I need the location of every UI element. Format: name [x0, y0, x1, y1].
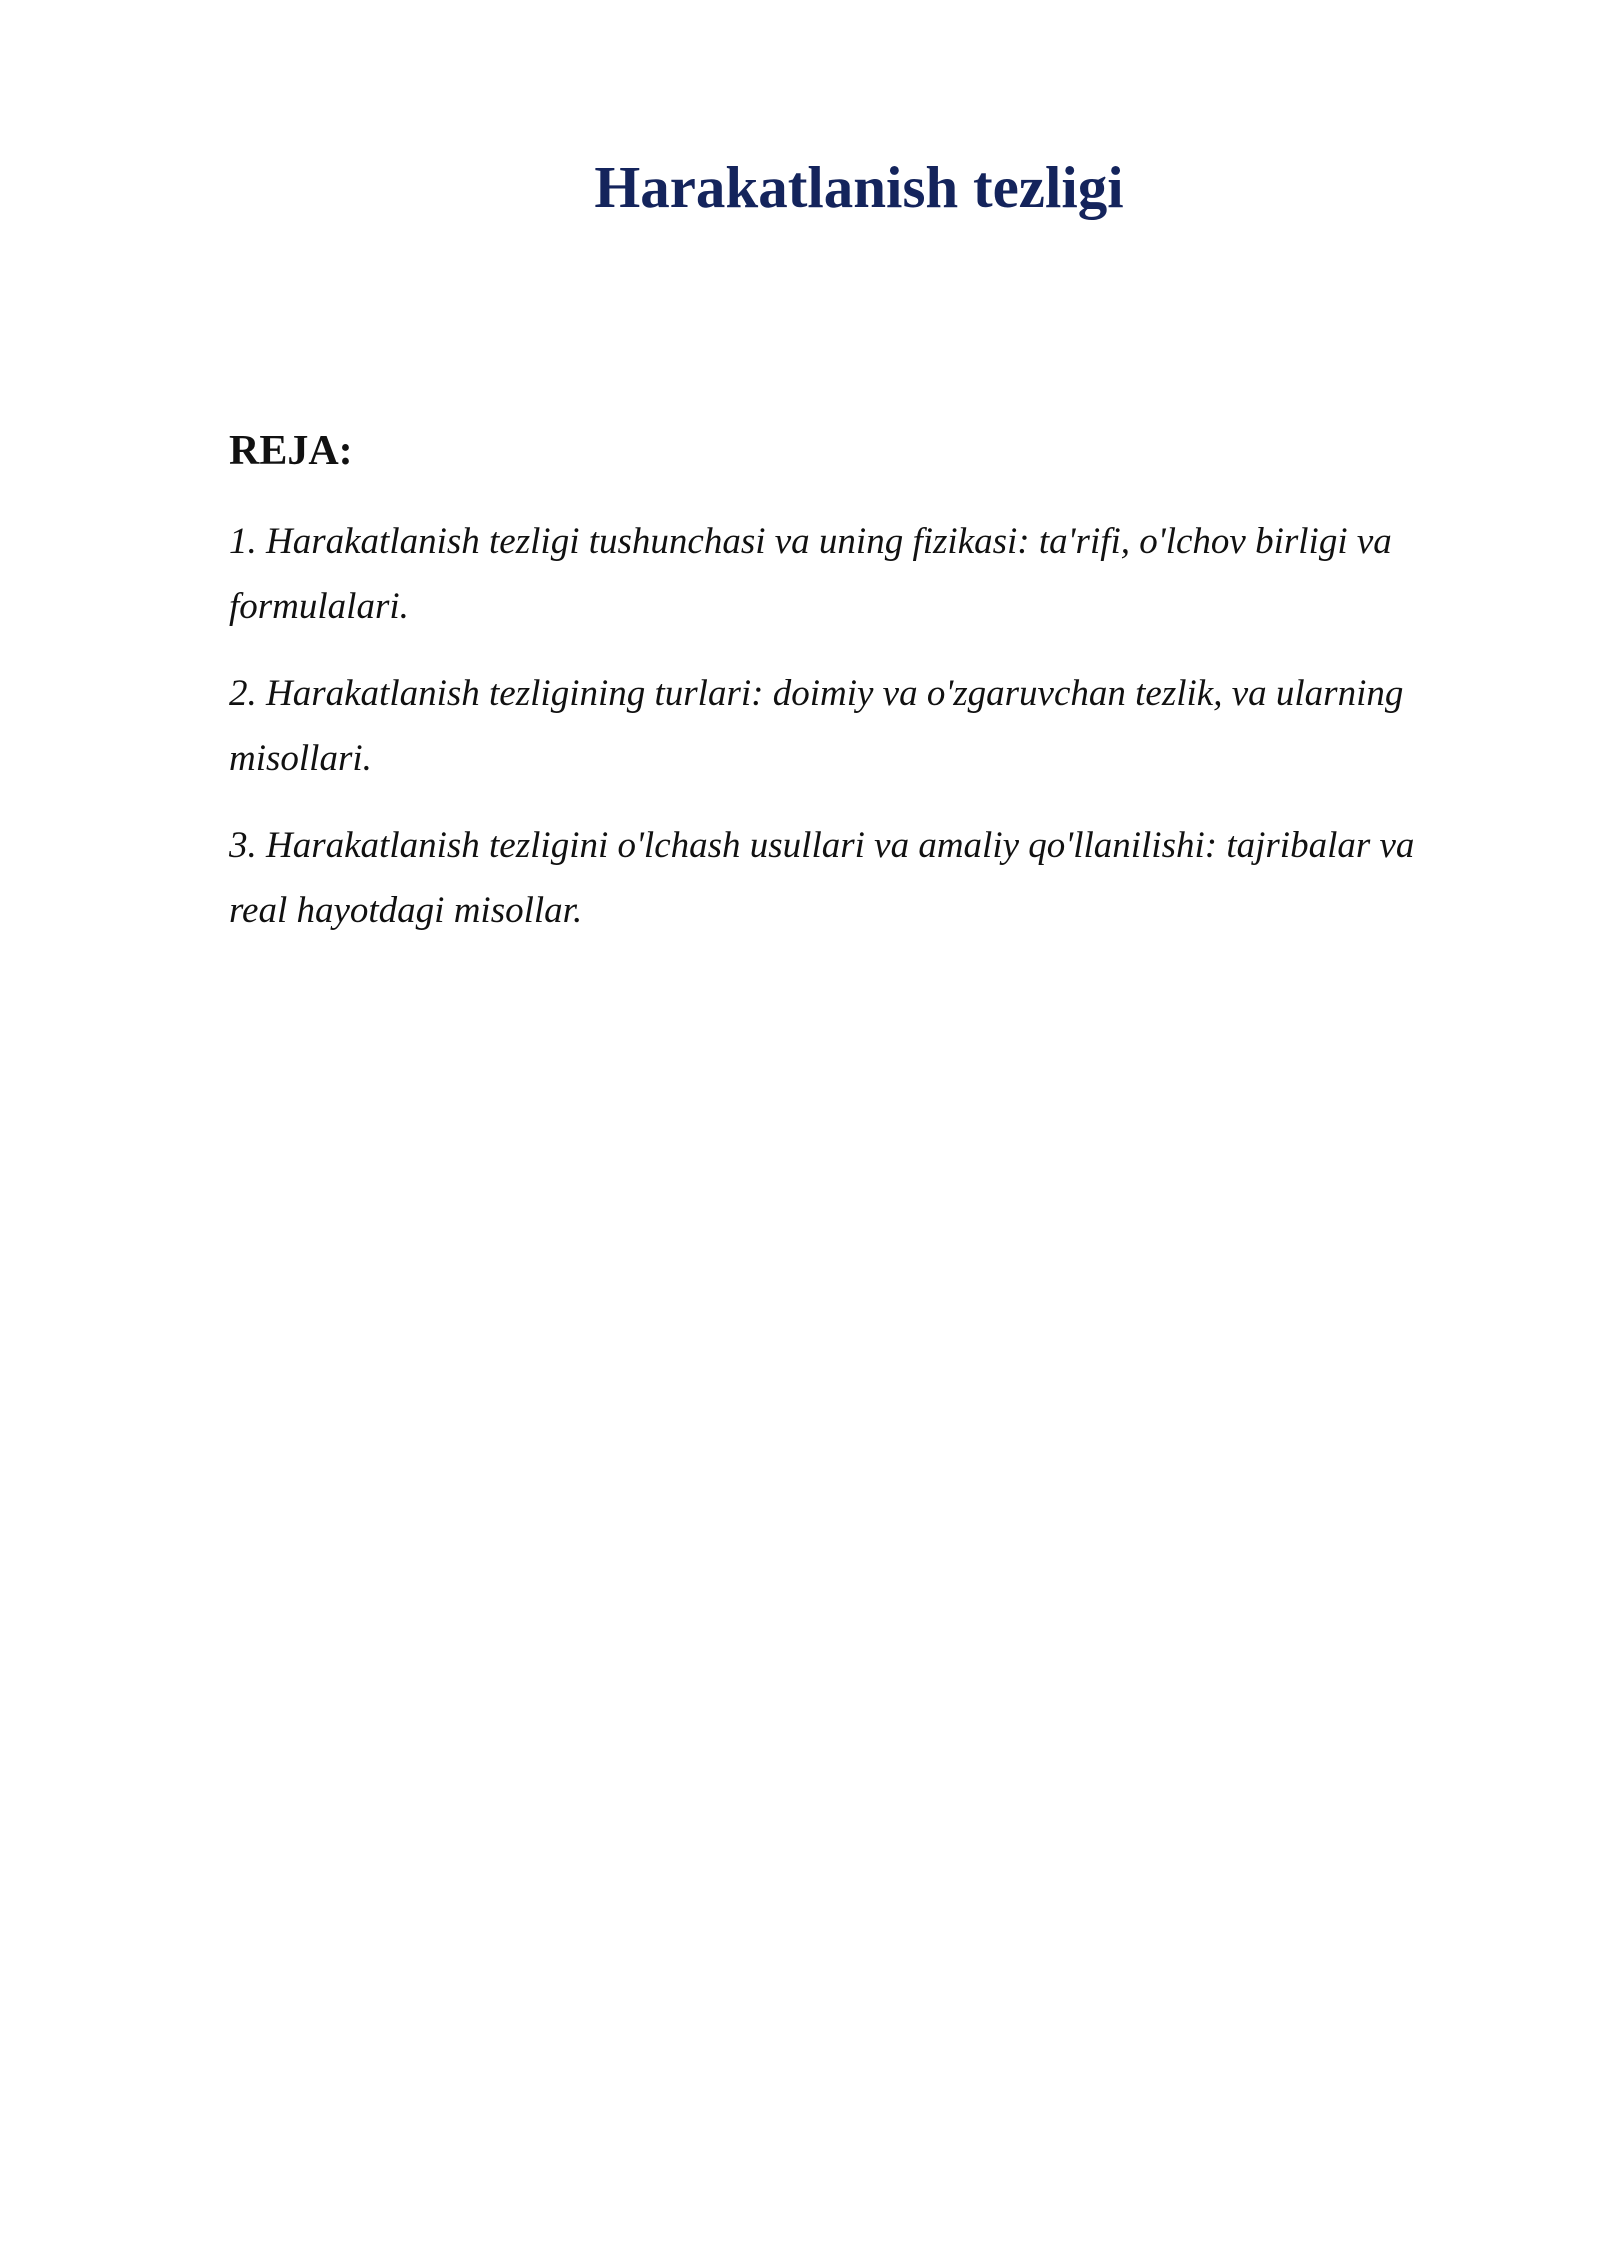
plan-item: 3. Harakatlanish tezligini o'lchash usullari va amaliy qo'llanilishi: tajribalar va real hayotdagi misollar.	[229, 825, 1415, 931]
plan-item: 1. Harakatlanish tezligi tushunchasi va uning fizikasi: ta'rifi, o'lchov birligi va formulalari.	[229, 521, 1392, 627]
plan-list	[229, 509, 1454, 943]
plan-heading: REJA:	[229, 428, 353, 474]
plan-section	[229, 421, 1454, 965]
document-title: Harakatlanish tezligi	[594, 154, 1124, 220]
plan-item: 2. Harakatlanish tezligining turlari: doimiy va o'zgaruvchan tezlik, va ularning misollari.	[229, 673, 1404, 779]
